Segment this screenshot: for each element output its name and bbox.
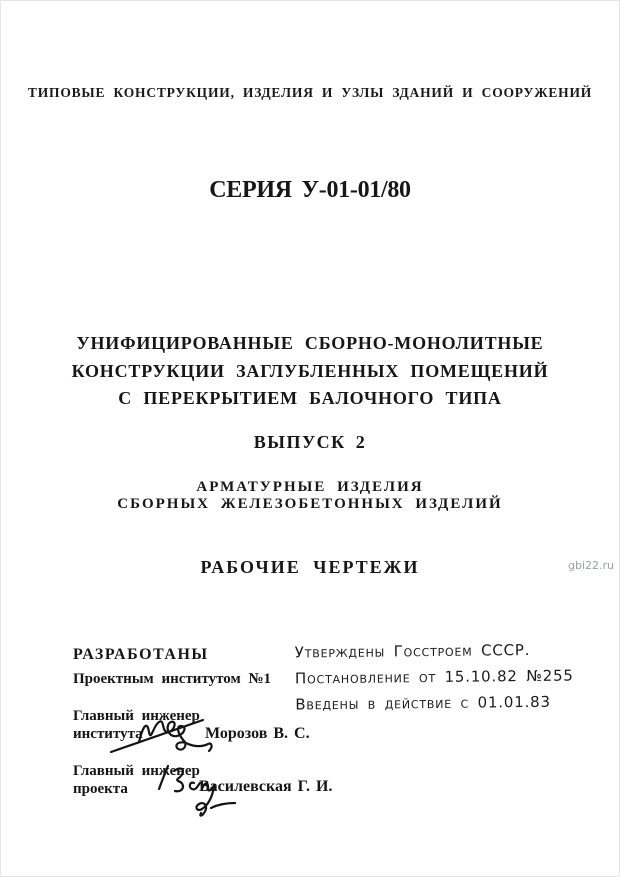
- series-number: СЕРИЯ У-01-01/80: [209, 177, 411, 203]
- approved-line-3: Введены в действие с 01.01.83: [295, 692, 551, 714]
- title-line-3: С ПЕРЕКРЫТИЕМ БАЛОЧНОГО ТИПА: [118, 388, 502, 408]
- issue-label: ВЫПУСК 2: [253, 432, 367, 452]
- signature-name-vasilevskaya: Василевская Г. И.: [199, 778, 333, 795]
- title-line-1: УНИФИЦИРОВАННЫЕ СБОРНО-МОНОЛИТНЫЕ: [76, 333, 544, 353]
- approved-line-2: Постановление от 15.10.82 №255: [294, 666, 574, 688]
- role-line-2: института: [73, 726, 143, 742]
- subtitle-line-1: АРМАТУРНЫЕ ИЗДЕЛИЯ: [196, 479, 424, 495]
- developed-label: РАЗРАБОТАНЫ: [73, 646, 209, 663]
- document-category-line: ТИПОВЫЕ КОНСТРУКЦИИ, ИЗДЕЛИЯ И УЗЛЫ ЗДАНИЙ И СООРУЖЕНИЙ: [27, 85, 593, 100]
- document-subtitle: [1, 479, 619, 513]
- title-line-2: КОНСТРУКЦИИ ЗАГЛУБЛЕННЫХ ПОМЕЩЕНИЙ: [71, 360, 549, 381]
- role-line-1: Главный инженер: [73, 763, 200, 779]
- developed-by-line: Проектным институтом №1: [73, 671, 272, 687]
- approval-block: [295, 637, 576, 718]
- watermark-text: gbi22.ru: [567, 559, 614, 572]
- document-title: [1, 330, 619, 413]
- subtitle-line-2: СБОРНЫХ ЖЕЛЕЗОБЕТОННЫХ ИЗДЕЛИЙ: [117, 496, 503, 512]
- role-line-2: проекта: [73, 781, 128, 797]
- approved-line-1: Утверждены Госстроем СССР.: [294, 641, 531, 662]
- signature-name-morozov: Морозов В. С.: [205, 725, 310, 742]
- document-type-label: РАБОЧИЕ ЧЕРТЕЖИ: [200, 557, 420, 577]
- role-line-1: Главный инженер: [73, 708, 200, 724]
